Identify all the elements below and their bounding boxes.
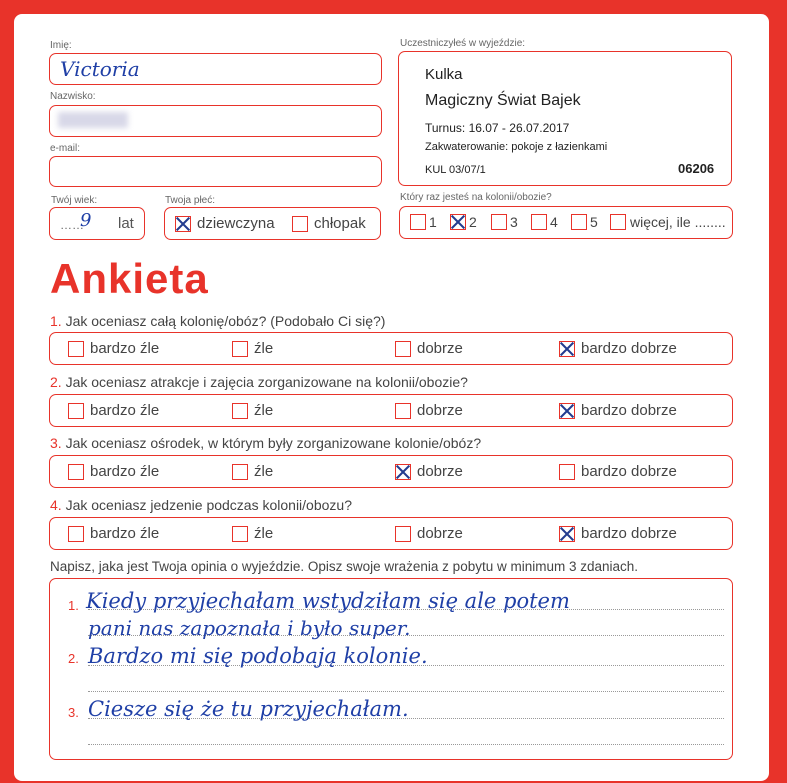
q3-checkbox-very-good[interactable] xyxy=(559,464,575,480)
trip-label: Uczestniczyłeś w wyjeździe: xyxy=(400,38,526,49)
gender-label-boy: chłopak xyxy=(314,215,366,232)
q1-checkbox-bad[interactable] xyxy=(232,341,248,357)
writing-line-6 xyxy=(88,744,724,745)
time-option-3[interactable] xyxy=(491,214,518,230)
q2-checkbox-very-good[interactable] xyxy=(559,403,575,419)
gender-checkbox-girl[interactable] xyxy=(175,216,191,232)
answer-row-4 xyxy=(49,517,733,550)
trip-code: KUL 03/07/1 xyxy=(425,164,486,176)
question-3-text: Jak oceniasz ośrodek, w którym były zorganizowane kolonie/obóz? xyxy=(65,435,482,451)
q4-option-very-bad[interactable] xyxy=(68,525,159,542)
time-option-4[interactable] xyxy=(531,214,558,230)
time-option-1[interactable] xyxy=(410,214,437,230)
trip-box xyxy=(398,51,732,186)
age-unit: lat xyxy=(118,215,134,232)
age-field[interactable] xyxy=(49,207,145,240)
q4-label-bad: źle xyxy=(254,525,274,542)
question-3 xyxy=(50,435,481,451)
writing-line-4 xyxy=(88,691,724,692)
survey-title: Ankieta xyxy=(50,255,209,302)
q3-checkbox-bad[interactable] xyxy=(232,464,248,480)
trip-name2: Magiczny Świat Bajek xyxy=(425,92,581,109)
q1-label-good: dobrze xyxy=(417,340,463,357)
time-checkbox-1[interactable] xyxy=(410,214,426,230)
gender-label: Twoja płeć: xyxy=(165,195,216,206)
gender-label-girl: dziewczyna xyxy=(197,215,275,232)
trip-number: 06206 xyxy=(678,161,715,176)
answer-row-2 xyxy=(49,394,733,427)
gender-option-girl[interactable] xyxy=(175,215,275,232)
question-1 xyxy=(50,313,385,329)
name-value: Victoria xyxy=(60,57,140,81)
q1-checkbox-very-good[interactable] xyxy=(559,341,575,357)
q3-option-bad[interactable] xyxy=(232,463,273,480)
answer-row-3 xyxy=(49,455,733,488)
time-label-5: 5 xyxy=(590,214,598,230)
time-label-4: 4 xyxy=(550,214,558,230)
q4-option-bad[interactable] xyxy=(232,525,273,542)
time-label-3: 3 xyxy=(510,214,518,230)
opinion-line-1: Kiedy przyjechałam wstydziłam się ale potem xyxy=(86,589,570,613)
age-value: 9 xyxy=(80,210,92,231)
gender-checkbox-boy[interactable] xyxy=(292,216,308,232)
opinion-line-3: Bardzo mi się podobają kolonie. xyxy=(88,644,428,668)
q3-checkbox-very-bad[interactable] xyxy=(68,464,84,480)
q2-checkbox-bad[interactable] xyxy=(232,403,248,419)
q1-label-very-good: bardzo dobrze xyxy=(581,340,677,357)
q3-label-good: dobrze xyxy=(417,463,463,480)
answer-row-1 xyxy=(49,332,733,365)
trip-accommodation: Zakwaterowanie: pokoje z łazienkami xyxy=(425,141,608,153)
opinion-number-1: 1. xyxy=(68,598,79,613)
question-4-number: 4. xyxy=(50,497,62,513)
question-2 xyxy=(50,374,468,390)
q2-label-very-good: bardzo dobrze xyxy=(581,402,677,419)
q3-option-very-good[interactable] xyxy=(559,463,677,480)
q2-checkbox-good[interactable] xyxy=(395,403,411,419)
q3-label-very-good: bardzo dobrze xyxy=(581,463,677,480)
time-checkbox-4[interactable] xyxy=(531,214,547,230)
question-2-number: 2. xyxy=(50,374,62,390)
gender-option-boy[interactable] xyxy=(292,215,366,232)
question-2-text: Jak oceniasz atrakcje i zajęcia zorganizowane na kolonii/obozie? xyxy=(65,374,468,390)
trip-turnus: Turnus: 16.07 - 26.07.2017 xyxy=(425,121,570,135)
q4-checkbox-very-good[interactable] xyxy=(559,526,575,542)
gender-field xyxy=(164,207,381,240)
q4-option-very-good[interactable] xyxy=(559,525,677,542)
opinion-number-2: 2. xyxy=(68,651,79,666)
q1-label-bad: źle xyxy=(254,340,274,357)
email-label: e-mail: xyxy=(50,143,81,154)
q3-option-good[interactable] xyxy=(395,463,463,480)
opinion-prompt: Napisz, jaka jest Twoja opinia o wyjeździe. Opisz swoje wrażenia z pobytu w minimum 3 zdaniach. xyxy=(50,559,639,574)
question-4 xyxy=(50,497,352,513)
q3-label-bad: źle xyxy=(254,463,274,480)
name-label: Imię: xyxy=(50,40,72,51)
opinion-line-2: pani nas zapoznała i było super. xyxy=(88,616,411,640)
q2-option-good[interactable] xyxy=(395,402,463,419)
question-1-text: Jak oceniasz całą kolonię/obóz? (Podobało Ci się?) xyxy=(65,313,386,329)
age-dots: …… xyxy=(60,218,84,232)
email-field[interactable] xyxy=(49,156,382,187)
surname-redacted xyxy=(58,112,128,128)
q1-option-very-bad[interactable] xyxy=(68,340,159,357)
question-3-number: 3. xyxy=(50,435,62,451)
time-checkbox-5[interactable] xyxy=(571,214,587,230)
q4-label-very-bad: bardzo źle xyxy=(90,525,160,542)
surname-label: Nazwisko: xyxy=(50,91,96,102)
q1-option-very-good[interactable] xyxy=(559,340,677,357)
q2-option-very-bad[interactable] xyxy=(68,402,159,419)
q1-checkbox-very-bad[interactable] xyxy=(68,341,84,357)
opinion-line-4: Ciesze się że tu przyjechałam. xyxy=(88,697,409,721)
q4-label-very-good: bardzo dobrze xyxy=(581,525,677,542)
which-time-field xyxy=(399,206,733,239)
q1-checkbox-good[interactable] xyxy=(395,341,411,357)
q3-checkbox-good[interactable] xyxy=(395,464,411,480)
q1-option-good[interactable] xyxy=(395,340,463,357)
time-checkbox-2[interactable] xyxy=(450,214,466,230)
name-field[interactable] xyxy=(49,53,382,85)
q2-checkbox-very-bad[interactable] xyxy=(68,403,84,419)
surname-field[interactable] xyxy=(49,105,382,137)
q1-option-bad[interactable] xyxy=(232,340,273,357)
trip-name1: Kulka xyxy=(425,66,463,83)
q2-option-very-good[interactable] xyxy=(559,402,677,419)
q4-checkbox-good[interactable] xyxy=(395,526,411,542)
q4-checkbox-bad[interactable] xyxy=(232,526,248,542)
time-label-more: więcej, ile ........ xyxy=(630,214,726,230)
question-1-number: 1. xyxy=(50,313,62,329)
q1-label-very-bad: bardzo źle xyxy=(90,340,160,357)
time-label-2: 2 xyxy=(469,214,477,230)
time-option-5[interactable] xyxy=(571,214,598,230)
q2-label-very-bad: bardzo źle xyxy=(90,402,160,419)
q2-option-bad[interactable] xyxy=(232,402,273,419)
opinion-number-3: 3. xyxy=(68,705,79,720)
q4-label-good: dobrze xyxy=(417,525,463,542)
q3-option-very-bad[interactable] xyxy=(68,463,159,480)
q4-option-good[interactable] xyxy=(395,525,463,542)
time-option-more[interactable] xyxy=(610,214,726,230)
time-option-2[interactable] xyxy=(450,214,477,230)
question-4-text: Jak oceniasz jedzenie podczas kolonii/obozu? xyxy=(65,497,352,513)
age-label: Twój wiek: xyxy=(51,195,98,206)
q4-checkbox-very-bad[interactable] xyxy=(68,526,84,542)
q3-label-very-bad: bardzo źle xyxy=(90,463,160,480)
time-label-1: 1 xyxy=(429,214,437,230)
time-checkbox-3[interactable] xyxy=(491,214,507,230)
q2-label-good: dobrze xyxy=(417,402,463,419)
q2-label-bad: źle xyxy=(254,402,274,419)
time-checkbox-more[interactable] xyxy=(610,214,626,230)
which-time-label: Który raz jesteś na kolonii/obozie? xyxy=(400,192,552,203)
